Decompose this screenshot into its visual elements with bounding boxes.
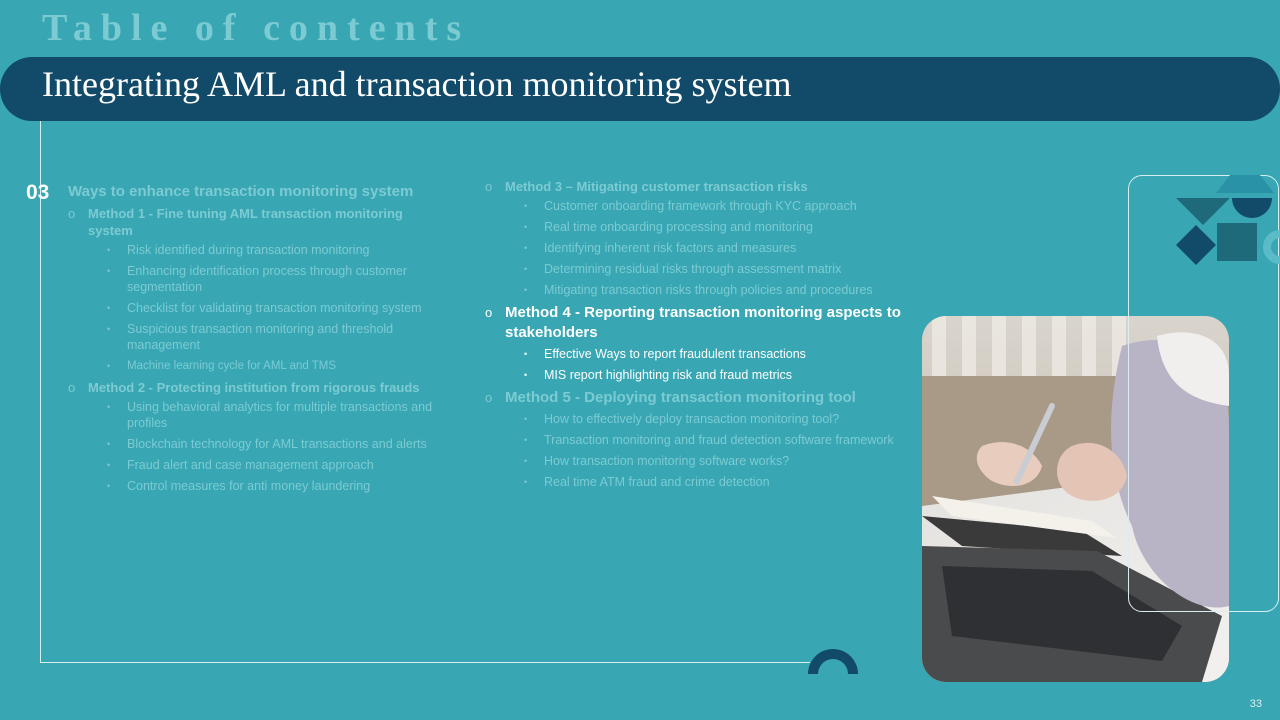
method-item xyxy=(68,205,438,374)
method-list xyxy=(485,178,905,490)
list-item: • Fraud alert and case management approach xyxy=(88,457,438,473)
list-item: • Transaction monitoring and fraud detection software framework xyxy=(505,432,905,448)
toc-title: Table of contents xyxy=(42,7,471,49)
list-item: • Checklist for validating transaction monitoring system xyxy=(88,300,438,316)
list-item: • Using behavioral analytics for multiple transactions and profiles xyxy=(88,399,438,431)
bullet-list xyxy=(505,198,905,298)
list-item: • MIS report highlighting risk and fraud metrics xyxy=(505,367,905,383)
method-title: Method 2 - Protecting institution from rigorous frauds xyxy=(88,380,420,395)
half-ring-icon xyxy=(805,640,861,680)
list-item: • Mitigating transaction risks through policies and procedures xyxy=(505,282,905,298)
geometric-shapes-icon xyxy=(1170,175,1280,270)
list-item: • Effective Ways to report fraudulent transactions xyxy=(505,346,905,362)
method-item xyxy=(485,388,905,490)
circle-bullet-icon: o xyxy=(68,206,76,221)
method-item xyxy=(68,379,438,494)
content-column-left xyxy=(68,182,438,499)
list-item: • Identifying inherent risk factors and measures xyxy=(505,240,905,256)
method-item xyxy=(485,178,905,298)
list-item: • Control measures for anti money laundering xyxy=(88,478,438,494)
method-title: Method 5 - Deploying transaction monitoring tool xyxy=(505,389,856,406)
bullet-list xyxy=(88,242,438,374)
section-title: Ways to enhance transaction monitoring system xyxy=(68,183,414,200)
method-title: Method 1 - Fine tuning AML transaction monitoring system xyxy=(88,206,403,238)
list-item: • Customer onboarding framework through KYC approach xyxy=(505,198,905,214)
circle-bullet-icon: o xyxy=(485,179,493,194)
frame-line-bottom xyxy=(40,662,810,663)
list-item: • Real time onboarding processing and monitoring xyxy=(505,219,905,235)
method-list xyxy=(68,205,438,494)
list-item: • Blockchain technology for AML transactions and alerts xyxy=(88,436,438,452)
circle-bullet-icon: o xyxy=(485,390,493,405)
list-item: • Suspicious transaction monitoring and threshold management xyxy=(88,321,438,353)
list-item: • Real time ATM fraud and crime detection xyxy=(505,474,905,490)
method-title: Method 3 – Mitigating customer transaction risks xyxy=(505,179,808,194)
bullet-list xyxy=(505,346,905,383)
method-item-active xyxy=(485,303,905,383)
section-number: 03 xyxy=(26,181,50,204)
circle-bullet-icon: o xyxy=(68,380,76,395)
page-number: 33 xyxy=(1249,698,1262,710)
circle-bullet-icon: o xyxy=(485,305,493,320)
list-item: • Determining residual risks through assessment matrix xyxy=(505,261,905,277)
content-column-right xyxy=(485,174,905,495)
list-item: • Enhancing identification process through customer segmentation xyxy=(88,263,438,295)
list-item: • Machine learning cycle for AML and TMS xyxy=(88,358,438,374)
bullet-list xyxy=(505,411,905,490)
method-title: Method 4 - Reporting transaction monitoring aspects to stakeholders xyxy=(505,304,901,341)
list-item: • How transaction monitoring software works? xyxy=(505,453,905,469)
list-item: • Risk identified during transaction monitoring xyxy=(88,242,438,258)
bullet-list xyxy=(88,399,438,494)
page-title: Integrating AML and transaction monitoring system xyxy=(42,64,792,104)
list-item: • How to effectively deploy transaction monitoring tool? xyxy=(505,411,905,427)
